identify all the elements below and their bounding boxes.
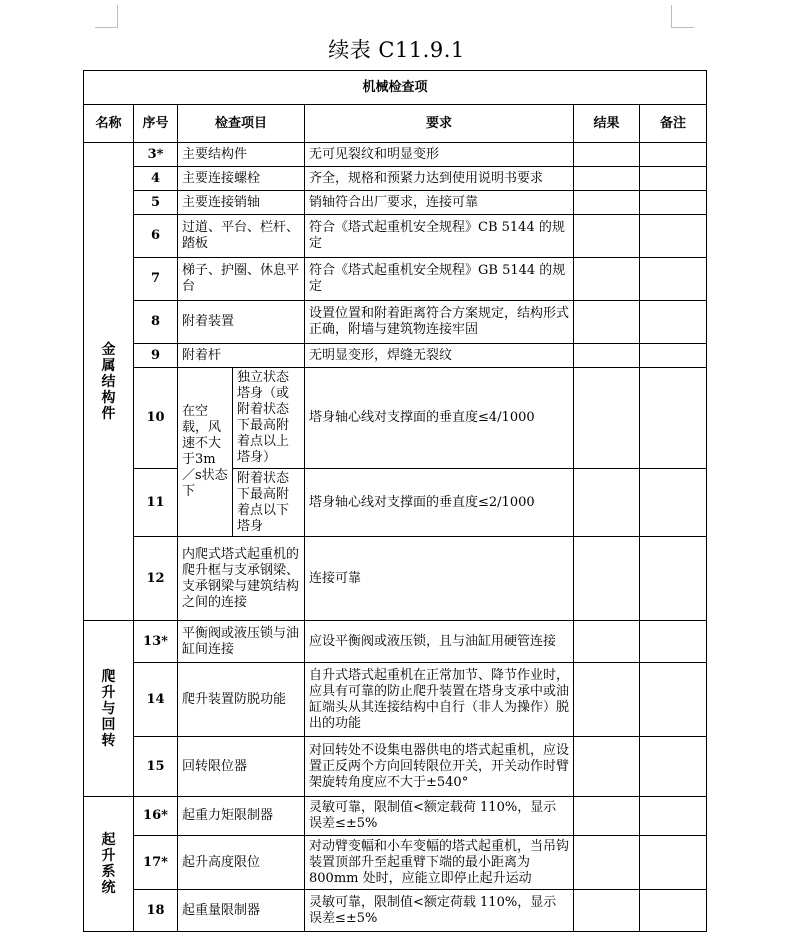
result-cell[interactable] bbox=[574, 663, 640, 737]
remark-cell[interactable] bbox=[640, 621, 707, 663]
remark-cell[interactable] bbox=[640, 469, 707, 537]
row-no: 13* bbox=[134, 621, 178, 663]
result-cell[interactable] bbox=[574, 469, 640, 537]
remark-cell[interactable] bbox=[640, 797, 707, 836]
group-label-char: 升 bbox=[101, 684, 116, 701]
row-requirement: 塔身轴心线对支撑面的垂直度≤4/1000 bbox=[305, 368, 574, 469]
group-metal-structure bbox=[84, 143, 134, 621]
row-item: 梯子、护圈、休息平台 bbox=[178, 258, 305, 301]
group-label-char: 构 bbox=[101, 389, 116, 406]
row-item: 附着装置 bbox=[178, 301, 305, 344]
remark-cell[interactable] bbox=[640, 167, 707, 191]
result-cell[interactable] bbox=[574, 143, 640, 167]
group-label-char: 金 bbox=[101, 341, 116, 358]
group-label-char: 结 bbox=[101, 373, 116, 390]
group-climbing-slewing bbox=[84, 621, 134, 797]
result-cell[interactable] bbox=[574, 797, 640, 836]
row-no: 9 bbox=[134, 344, 178, 368]
group-label bbox=[88, 342, 129, 422]
row-requirement: 符合《塔式起重机安全规程》GB 5144 的规定 bbox=[305, 258, 574, 301]
row-requirement: 销轴符合出厂要求，连接可靠 bbox=[305, 191, 574, 215]
result-cell[interactable] bbox=[574, 344, 640, 368]
row-no: 14 bbox=[134, 663, 178, 737]
row-item: 主要连接螺栓 bbox=[178, 167, 305, 191]
group-label-char: 回 bbox=[101, 716, 116, 733]
row-requirement: 应设平衡阀或液压锁，且与油缸用硬管连接 bbox=[305, 621, 574, 663]
row-item: 主要连接销轴 bbox=[178, 191, 305, 215]
group-label-char: 件 bbox=[101, 405, 116, 422]
row-item: 平衡阀或液压锁与油缸间连接 bbox=[178, 621, 305, 663]
row-requirement: 无明显变形，焊缝无裂纹 bbox=[305, 344, 574, 368]
result-cell[interactable] bbox=[574, 167, 640, 191]
remark-cell[interactable] bbox=[640, 301, 707, 344]
group-label-char: 系 bbox=[101, 864, 116, 880]
page-corner-mark-right bbox=[671, 5, 694, 28]
row-condition: 在空载，风速不大于3m／s状态下 bbox=[178, 368, 233, 537]
row-no: 10 bbox=[134, 368, 178, 469]
row-item: 附着状态下最高附着点以下塔身 bbox=[233, 469, 305, 537]
remark-cell[interactable] bbox=[640, 890, 707, 932]
row-no: 18 bbox=[134, 890, 178, 932]
result-cell[interactable] bbox=[574, 836, 640, 890]
remark-cell[interactable] bbox=[640, 344, 707, 368]
result-cell[interactable] bbox=[574, 258, 640, 301]
section-header: 机械检查项 bbox=[84, 71, 707, 105]
group-label bbox=[88, 669, 129, 749]
group-label-char: 统 bbox=[101, 880, 116, 896]
result-cell[interactable] bbox=[574, 737, 640, 797]
page-title: 续表 C11.9.1 bbox=[328, 38, 465, 62]
remark-cell[interactable] bbox=[640, 737, 707, 797]
row-requirement: 符合《塔式起重机安全规程》CB 5144 的规定 bbox=[305, 215, 574, 258]
row-requirement: 对回转处不设集电器供电的塔式起重机，应设置正反两个方向回转限位开关，开关动作时臂架旋转角度应不大于±540° bbox=[305, 737, 574, 797]
row-requirement: 设置位置和附着距离符合方案规定，结构形式正确，附墙与建筑物连接牢固 bbox=[305, 301, 574, 344]
row-no: 15 bbox=[134, 737, 178, 797]
row-item: 起重力矩限制器 bbox=[178, 797, 305, 836]
column-header-item: 检查项目 bbox=[178, 105, 305, 143]
column-header-requirement: 要求 bbox=[305, 105, 574, 143]
result-cell[interactable] bbox=[574, 621, 640, 663]
row-requirement: 灵敏可靠，限制值<额定载荷 110%，显示误差≤±5% bbox=[305, 797, 574, 836]
remark-cell[interactable] bbox=[640, 537, 707, 621]
row-no: 8 bbox=[134, 301, 178, 344]
row-item: 附着杆 bbox=[178, 344, 305, 368]
row-no: 6 bbox=[134, 215, 178, 258]
group-label bbox=[88, 832, 129, 896]
result-cell[interactable] bbox=[574, 301, 640, 344]
column-header-no: 序号 bbox=[134, 105, 178, 143]
row-requirement: 塔身轴心线对支撑面的垂直度≤2/1000 bbox=[305, 469, 574, 537]
row-no: 7 bbox=[134, 258, 178, 301]
row-no: 17* bbox=[134, 836, 178, 890]
remark-cell[interactable] bbox=[640, 663, 707, 737]
row-requirement: 齐全，规格和预紧力达到使用说明书要求 bbox=[305, 167, 574, 191]
result-cell[interactable] bbox=[574, 890, 640, 932]
row-item: 独立状态塔身（或附着状态下最高附着点以上塔身） bbox=[233, 368, 305, 469]
result-cell[interactable] bbox=[574, 368, 640, 469]
row-no: 5 bbox=[134, 191, 178, 215]
column-header-name: 名称 bbox=[84, 105, 134, 143]
row-item: 爬升装置防脱功能 bbox=[178, 663, 305, 737]
group-label-char: 爬 bbox=[101, 668, 116, 685]
group-hoisting-system bbox=[84, 797, 134, 932]
result-cell[interactable] bbox=[574, 191, 640, 215]
row-item: 回转限位器 bbox=[178, 737, 305, 797]
row-no: 16* bbox=[134, 797, 178, 836]
column-header-result: 结果 bbox=[574, 105, 640, 143]
row-item: 起升高度限位 bbox=[178, 836, 305, 890]
row-requirement: 灵敏可靠，限制值<额定荷载 110%，显示误差≤±5% bbox=[305, 890, 574, 932]
row-item: 主要结构件 bbox=[178, 143, 305, 167]
row-no: 11 bbox=[134, 469, 178, 537]
group-label-char: 属 bbox=[101, 357, 116, 374]
group-label-char: 转 bbox=[101, 732, 116, 749]
row-no: 12 bbox=[134, 537, 178, 621]
result-cell[interactable] bbox=[574, 537, 640, 621]
row-requirement: 自升式塔式起重机在正常加节、降节作业时，应具有可靠的防止爬升装置在塔身支承中或油缸端头从其连接结构中自行（非人为操作）脱出的功能 bbox=[305, 663, 574, 737]
row-requirement: 无可见裂纹和明显变形 bbox=[305, 143, 574, 167]
result-cell[interactable] bbox=[574, 215, 640, 258]
row-no: 3* bbox=[134, 143, 178, 167]
remark-cell[interactable] bbox=[640, 143, 707, 167]
row-requirement: 连接可靠 bbox=[305, 537, 574, 621]
row-item: 起重量限制器 bbox=[178, 890, 305, 932]
row-no: 4 bbox=[134, 167, 178, 191]
remark-cell[interactable] bbox=[640, 368, 707, 469]
remark-cell[interactable] bbox=[640, 258, 707, 301]
group-label-char: 起 bbox=[101, 832, 116, 848]
row-item: 内爬式塔式起重机的爬升框与支承钢梁、支承钢梁与建筑结构之间的连接 bbox=[178, 537, 305, 621]
page-corner-mark-left bbox=[95, 5, 118, 28]
inspection-table bbox=[83, 70, 707, 932]
remark-cell[interactable] bbox=[640, 836, 707, 890]
row-requirement: 对动臂变幅和小车变幅的塔式起重机，当吊钩装置顶部升至起重臂下端的最小距离为 800mm 处时，应能立即停止起升运动 bbox=[305, 836, 574, 890]
remark-cell[interactable] bbox=[640, 191, 707, 215]
row-item: 过道、平台、栏杆、踏板 bbox=[178, 215, 305, 258]
group-label-char: 升 bbox=[101, 848, 116, 864]
group-label-char: 与 bbox=[101, 700, 116, 717]
remark-cell[interactable] bbox=[640, 215, 707, 258]
column-header-remark: 备注 bbox=[640, 105, 707, 143]
